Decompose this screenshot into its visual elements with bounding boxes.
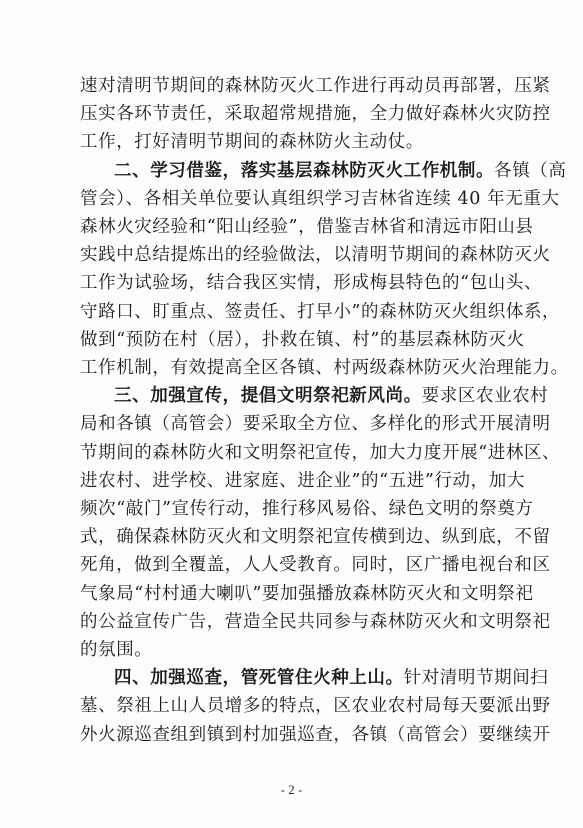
section-heading: 四、加强巡查，管死管住火种上山。 bbox=[114, 668, 404, 689]
text-line: 气象局“村村通大喇叭”要加强播放森林防灭火和文明祭祀 bbox=[80, 583, 534, 604]
text-line: 外火源巡查组到镇到村加强巡查，各镇（高管会）要继续开 bbox=[80, 724, 551, 745]
text-line: 墓、祭祖上山人员增多的特点，区农业农村局每天要派出野 bbox=[80, 696, 551, 717]
page-number: - 2 - bbox=[280, 782, 303, 797]
text-line: 进农村、进学校、进家庭、进企业”的“五进”行动，加大 bbox=[80, 470, 525, 491]
text-line: 森林火灾经验和“阳山经验”，借鉴吉林省和清远市阳山县 bbox=[80, 217, 534, 237]
text-line: 频次“敲门”宣传行动，推行移风易俗、绿色文明的祭奠方 bbox=[80, 499, 534, 519]
text-line: 实践中总结提炼出的经验做法，以清明节期间的森林防灭火 bbox=[80, 245, 551, 266]
section-heading: 三、加强宣传，提倡文明祭祀新风尚。 bbox=[114, 386, 422, 407]
text-line: 速对清明节期间的森林防灭火工作进行再动员再部署，压紧 bbox=[80, 76, 551, 96]
text-line: 的公益宣传广告，营造全民共同参与森林防灭火和文明祭祀 bbox=[80, 611, 551, 632]
text-line: 工作为试验场，结合我区实情，形成梅县特色的“包山头、 bbox=[80, 273, 543, 294]
text-line: 的氛围。 bbox=[80, 640, 153, 660]
section-heading: 二、学习借鉴，落实基层森林防灭火工作机制。 bbox=[114, 160, 495, 181]
text-line: 守路口、盯重点、签责任、打早小”的森林防灭火组织体系， bbox=[80, 301, 561, 322]
section-heading-line: 二、学习借鉴，落实基层森林防灭火工作机制。各镇（高 bbox=[114, 160, 567, 181]
text-line: 压实各环节责任，采取超常规措施，全力做好森林火灾防控 bbox=[80, 104, 551, 125]
section-heading-line: 四、加强巡查，管死管住火种上山。针对清明节期间扫 bbox=[114, 668, 549, 689]
text-line: 死角，做到全覆盖，人人受教育。同时，区广播电视台和区 bbox=[80, 555, 551, 576]
text-line: 式，确保森林防灭火和文明祭祀宣传横到边、纵到底，不留 bbox=[80, 527, 551, 548]
text-line: 做到“预防在村（居），扑救在镇、村”的基层森林防灭火 bbox=[80, 329, 525, 350]
text-line: 节期间的森林防火和文明祭祀宣传，加大力度开展“进林区、 bbox=[80, 442, 561, 463]
text-line: 工作，打好清明节期间的森林防火主动仗。 bbox=[80, 132, 424, 153]
text-line: 管会）、各相关单位要认真组织学习吉林省连续 40 年无重大 bbox=[80, 188, 560, 209]
section-heading-line: 三、加强宣传，提倡文明祭祀新风尚。要求区农业农村 bbox=[114, 386, 549, 407]
text-line: 局和各镇（高管会）要采取全方位、多样化的形式开展清明 bbox=[80, 414, 551, 435]
text-line: 工作机制，有效提高全区各镇、村两级森林防灭火治理能力。 bbox=[80, 358, 569, 378]
